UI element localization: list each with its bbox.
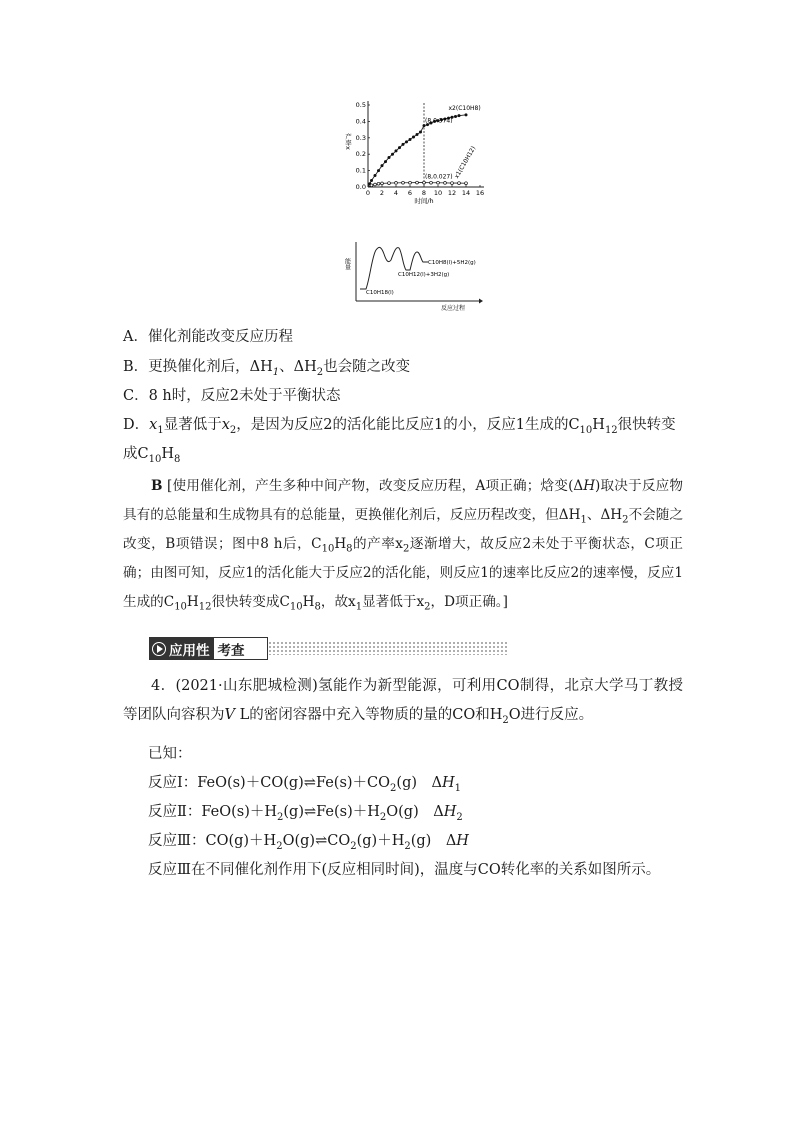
energy-label-bottom: C10H18(l) — [366, 290, 394, 296]
series-x2-point — [416, 133, 419, 136]
option-c-text: C．8 h时，反应2未处于平衡状态 — [123, 388, 341, 404]
series-x1-point — [416, 181, 419, 184]
sub: 1 — [580, 514, 587, 526]
series-x2-point — [409, 138, 412, 141]
series-x2-point — [388, 156, 391, 159]
sub: 12 — [604, 424, 618, 436]
section-banner — [149, 637, 268, 660]
q4-known-text: 已知： — [148, 746, 192, 762]
reaction-3 — [148, 829, 469, 850]
q4-last-text: 反应Ⅲ在不同催化剂作用下(反应相同时间)，温度与CO转化率的关系如图所示。 — [148, 862, 661, 878]
sub: 8 — [346, 543, 353, 555]
answer-text: ，D项正确。] — [430, 594, 508, 610]
answer-explanation — [123, 472, 683, 617]
reaction-text: H — [443, 804, 457, 820]
energy-label-top: C10H8(l)+5H2(g) — [428, 260, 476, 266]
sub: 12 — [198, 601, 212, 613]
sub: 10 — [174, 601, 187, 613]
x-axis-label: 时间/h — [414, 197, 434, 205]
sub: 2 — [276, 840, 283, 852]
var-v: V — [224, 707, 235, 723]
sub: 1 — [454, 782, 462, 794]
var-x: x — [149, 417, 158, 433]
answer-text: [使用催化剂，产生多种中间产物，改变反应历程，A项正确；焓变(Δ — [167, 478, 584, 494]
reaction-text: (g)＋H — [356, 833, 405, 849]
series-x2-point — [458, 114, 461, 117]
x-tick-label: 10 — [433, 189, 443, 197]
series-x1-point — [402, 181, 405, 184]
series-x2-point — [370, 179, 373, 182]
banner-light-text: 考查 — [217, 642, 245, 659]
y-tick-label: 0.1 — [355, 166, 366, 175]
y-tick-label: 0.5 — [355, 101, 366, 109]
y-tick-label: 0.2 — [355, 150, 366, 159]
y-tick-label: 0.3 — [355, 133, 366, 142]
energy-label-mid: C10H12(l)+3H2(g) — [398, 272, 450, 278]
series-x1-point — [444, 182, 447, 185]
y-axis-label: 产率x — [344, 133, 352, 150]
reaction-text: (g) Δ — [396, 775, 442, 791]
energy-xlabel: 反应过程 — [441, 305, 466, 312]
answer-text: 很快转变成C — [211, 594, 290, 610]
sub: 2 — [277, 811, 284, 823]
banner-dark-text: 应用性 — [169, 642, 210, 659]
sub: 2 — [502, 714, 509, 726]
option-b-text: B．更换催化剂后， — [123, 359, 250, 375]
series-x1-point — [377, 182, 380, 185]
sub: 10 — [289, 601, 303, 613]
sub: 10 — [148, 453, 162, 465]
series-x1-point — [430, 181, 433, 184]
sub: 1 — [157, 424, 164, 436]
series-x1-point — [374, 183, 377, 186]
x-tick-label: 6 — [407, 189, 413, 197]
series-x1-point — [458, 182, 461, 185]
reaction-1 — [148, 771, 461, 792]
option-d-line1 — [123, 413, 676, 434]
reaction-text: O(g) Δ — [386, 804, 444, 820]
answer-text: H — [583, 478, 596, 494]
reaction-text: (g) Δ — [410, 833, 457, 849]
annotation-label: (8,0.027) — [425, 173, 453, 181]
x-tick-label: 0 — [365, 189, 371, 197]
series-x2-point — [402, 143, 405, 146]
series-x2-point — [465, 113, 468, 116]
reaction-text: O(g)⇌CO — [282, 833, 351, 849]
x-tick-label: 16 — [475, 189, 485, 197]
sub: 2 — [402, 543, 410, 555]
answer-text: H — [334, 536, 347, 552]
series-x1-point — [388, 182, 391, 185]
series-x1-point — [370, 184, 373, 187]
energy-curve — [360, 247, 428, 289]
series-x2-point — [384, 160, 387, 163]
sub: 8 — [314, 601, 321, 613]
y-tick-label: 0.0 — [355, 183, 366, 191]
answer-text: )取决于反应物具有的总能量和生成物具有的总能量，更换催化剂后，反应历程改变，但ΔH — [123, 478, 683, 523]
sub: 1 — [272, 366, 280, 378]
q4-text: 4．(2021·山东肥城检测)氢能作为新型能源，可利用CO制得，北京大学马丁教授等团队向容积为 — [123, 678, 683, 723]
reaction-text: H — [456, 833, 469, 849]
sub: 10 — [321, 543, 335, 555]
energy-ylabel: 能量 — [344, 258, 351, 270]
series-x1-point — [395, 182, 398, 185]
x-tick-label: 2 — [379, 189, 385, 197]
option-d-text: 成C — [123, 446, 149, 462]
answer-text: ，故x — [320, 594, 356, 610]
series-x2-point — [377, 169, 380, 172]
option-b — [123, 355, 410, 376]
reaction-text: H — [442, 775, 455, 791]
q4-intro — [123, 672, 683, 730]
yield-chart — [340, 95, 500, 210]
y-tick-label: 0.4 — [355, 117, 366, 126]
reaction-text: 反应Ⅲ：CO(g)＋H — [148, 833, 277, 849]
series-x2-point — [374, 174, 377, 177]
q4-text: O进行反应。 — [508, 707, 594, 723]
series-x1-point — [409, 181, 412, 184]
sub: 2 — [390, 782, 397, 794]
banner-light — [214, 638, 249, 659]
option-b-dh1: ΔH — [249, 359, 273, 375]
reaction-text: 反应Ⅰ：FeO(s)＋CO(g)⇌Fe(s)＋CO — [148, 775, 391, 791]
x-tick-label: 4 — [393, 189, 399, 197]
series-x2-point — [398, 146, 401, 149]
series-x2-point — [419, 131, 422, 134]
option-d-text: H — [592, 417, 605, 433]
sub: 2 — [379, 811, 387, 823]
option-d-text: 很快转变 — [617, 417, 676, 433]
answer-text: H — [302, 594, 315, 610]
answer-text: 逐渐增大，故反应2未处于平衡状态，C项正确；由图可知，反应1的活化能大于反应2的活化能，则反应1的速率比反应2的速率慢，反应1生成的C — [123, 536, 683, 610]
q4-last-line — [148, 858, 660, 879]
option-d-text: 显著低于 — [163, 417, 222, 433]
sub: 2 — [456, 811, 463, 823]
option-a-text: A．催化剂能改变反应历程 — [123, 329, 293, 345]
series-x1-point — [465, 182, 468, 185]
option-d-line2 — [123, 442, 180, 463]
answer-text: 不会随之改变，B项错误；图中8 h后，C — [123, 507, 684, 552]
answer-text: 的产率x — [352, 536, 403, 552]
option-b-suffix: 也会随之改变 — [323, 359, 411, 375]
answer-letter: B — [151, 478, 163, 494]
series-label: x1(C10H12) — [453, 145, 478, 180]
annotation-label: (8,0.374) — [425, 117, 453, 125]
x-tick-label: 8 — [421, 189, 427, 197]
reaction-text: 反应Ⅱ：FeO(s)＋H — [148, 804, 277, 820]
sub: 2 — [404, 840, 411, 852]
banner-dots — [268, 641, 508, 655]
answer-text: H — [186, 594, 199, 610]
option-b-sep: 、 — [279, 359, 294, 375]
energy-x-arrow — [479, 299, 483, 304]
sub: 8 — [174, 453, 181, 465]
series-x1-point — [437, 181, 440, 184]
x-tick-label: 14 — [461, 189, 471, 197]
q4-text: L的密闭容器中充入等物质的量的CO和H — [234, 707, 503, 723]
series-x2-point — [395, 149, 398, 152]
play-icon — [152, 642, 166, 656]
sub: 1 — [355, 601, 363, 613]
sub: 2 — [316, 366, 324, 378]
series-x1-point — [451, 182, 454, 185]
series-x1-point — [423, 181, 426, 184]
series-x1-point — [381, 182, 384, 185]
option-d-text: ，是因为反应2的活化能比反应1的小，反应1生成的C — [236, 417, 580, 433]
option-b-dh2: ΔH — [293, 359, 317, 375]
option-d-text: H — [161, 446, 174, 462]
series-x2-point — [454, 115, 457, 118]
energy-diagram — [344, 238, 484, 313]
answer-text: 、ΔH — [586, 507, 623, 523]
banner-dark — [150, 638, 214, 659]
series-x2-point — [391, 153, 394, 156]
series-x2-point — [412, 135, 415, 138]
reaction-2 — [148, 800, 463, 821]
option-c — [123, 384, 341, 405]
series-x2-point — [381, 164, 384, 167]
yield-chart-axes — [344, 101, 484, 205]
sub: 2 — [350, 840, 357, 852]
sub: 2 — [424, 601, 431, 613]
x-tick-label: 12 — [447, 189, 457, 197]
var-x: x — [221, 417, 230, 433]
option-d-label: D． — [123, 417, 150, 433]
reaction-text: (g)⇌Fe(s)＋H — [283, 804, 380, 820]
sub: 2 — [622, 514, 629, 526]
sub: 10 — [579, 424, 593, 436]
q4-known — [148, 742, 192, 763]
sub: 2 — [229, 424, 237, 436]
series-label: x2(C10H8) — [448, 104, 481, 112]
option-a — [123, 325, 293, 346]
series-x2-point — [405, 140, 408, 143]
answer-text: 显著低于x — [362, 594, 425, 610]
